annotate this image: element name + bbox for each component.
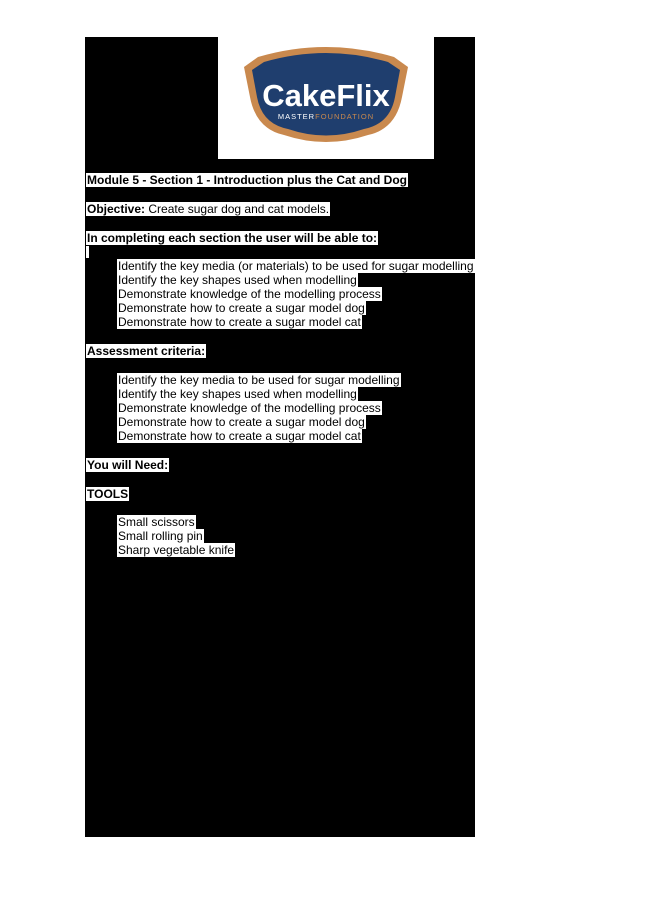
completion-heading-text: In completing each section the user will be able to: — [87, 231, 378, 245]
logo-tagline-master: MASTER — [277, 112, 316, 121]
cursor-mark — [86, 246, 89, 258]
tools-heading — [86, 487, 129, 501]
list-item: Demonstrate knowledge of the modelling process — [118, 287, 381, 301]
assessment-heading-text: Assessment criteria: — [87, 344, 206, 358]
list-item: Demonstrate how to create a sugar model dog — [118, 301, 365, 315]
completion-heading — [86, 231, 378, 245]
need-heading-text: You will Need: — [87, 458, 169, 472]
objective-text: Create sugar dog and cat models. — [145, 202, 330, 216]
logo-brand-text: CakeFlix — [262, 78, 390, 113]
list-item: Demonstrate knowledge of the modelling process — [118, 401, 381, 415]
list-item: Demonstrate how to create a sugar model cat — [118, 315, 361, 329]
svg-text:MASTERFOUNDATION — [278, 112, 374, 121]
module-title — [86, 173, 408, 187]
cakeflix-logo — [218, 37, 434, 159]
list-item: Sharp vegetable knife — [118, 543, 235, 557]
module-title-text: Module 5 - Section 1 - Introduction plus the Cat and Dog — [87, 173, 407, 187]
list-item: Demonstrate how to create a sugar model dog — [118, 415, 365, 429]
list-item: Small rolling pin — [118, 529, 203, 543]
objective-line — [86, 202, 330, 216]
list-item: Identify the key shapes used when modelling — [118, 387, 357, 401]
list-item: Demonstrate how to create a sugar model cat — [118, 429, 361, 443]
objective-label: Objective: — [87, 202, 146, 216]
list-item: Identify the key shapes used when modelling — [118, 273, 357, 287]
list-item: Identify the key media (or materials) to be used for sugar modelling — [118, 259, 474, 273]
list-item: Small scissors — [118, 515, 195, 529]
tools-heading-text: TOOLS — [87, 487, 129, 501]
need-heading — [86, 458, 169, 472]
assessment-heading — [86, 344, 206, 358]
list-item: Identify the key media to be used for sugar modelling — [118, 373, 400, 387]
logo-tagline-foundation: FOUNDATION — [315, 112, 375, 121]
